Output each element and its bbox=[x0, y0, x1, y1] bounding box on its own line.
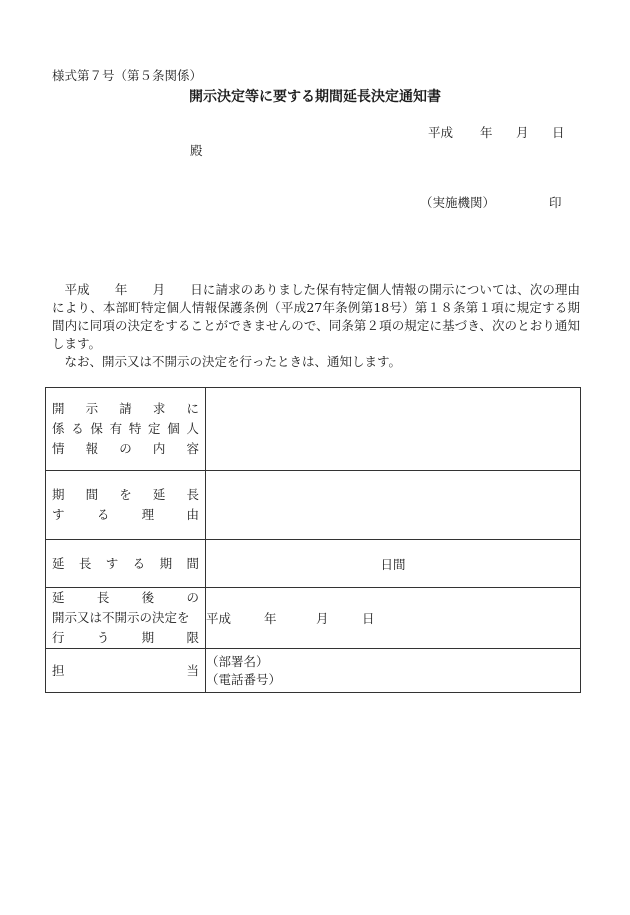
notice-body bbox=[52, 281, 580, 371]
table-row-decision-deadline bbox=[46, 588, 581, 649]
value-contact[interactable] bbox=[206, 649, 581, 693]
value-extension-reason[interactable] bbox=[206, 471, 581, 540]
label-line: 開 示 請 求 に bbox=[52, 401, 199, 416]
table-row-request-content bbox=[46, 388, 581, 471]
deadline-month: 月 bbox=[316, 611, 329, 626]
label-line: 係 る 保 有 特 定 個 人 bbox=[52, 421, 199, 436]
date-month: 月 bbox=[516, 125, 529, 140]
table-row-extension-reason bbox=[46, 471, 581, 540]
label-line: 開示又は不開示の決定を bbox=[52, 610, 190, 625]
deadline-day: 日 bbox=[362, 611, 375, 626]
issuing-agency: （実施機関） bbox=[420, 195, 496, 210]
issue-date bbox=[428, 123, 565, 141]
table-row-extension-period bbox=[46, 540, 581, 588]
label-contact bbox=[46, 649, 206, 693]
label-line: 延 長 す る 期 間 bbox=[52, 555, 199, 571]
addressee-suffix: 殿 bbox=[190, 143, 203, 158]
table-row-contact bbox=[46, 649, 581, 693]
deadline-year: 年 bbox=[264, 611, 277, 626]
label-line: 担 当 bbox=[52, 662, 199, 678]
label-line: 期 間 を 延 長 bbox=[52, 487, 199, 502]
label-decision-deadline bbox=[46, 588, 206, 649]
label-extension-reason bbox=[46, 471, 206, 540]
label-line: す る 理 由 bbox=[52, 507, 199, 522]
days-unit: 日間 bbox=[380, 556, 406, 572]
value-request-content[interactable] bbox=[206, 388, 581, 471]
date-day: 日 bbox=[552, 125, 565, 140]
contact-department: （部署名） bbox=[206, 653, 269, 669]
date-era: 平成 bbox=[428, 125, 454, 140]
notice-table bbox=[45, 387, 581, 693]
contact-phone: （電話番号） bbox=[206, 671, 282, 687]
date-year: 年 bbox=[480, 125, 493, 140]
notice-paragraph-2: なお、開示又は不開示の決定を行ったときは、通知します。 bbox=[64, 354, 402, 369]
deadline-era: 平成 bbox=[206, 611, 232, 626]
label-request-content bbox=[46, 388, 206, 471]
seal-mark: 印 bbox=[549, 195, 562, 210]
label-line: 延 長 後 の bbox=[52, 590, 199, 605]
form-number: 様式第７号（第５条関係） bbox=[52, 68, 203, 83]
label-extension-period bbox=[46, 540, 206, 588]
notice-paragraph-1: 平成 年 月 日に請求のありました保有特定個人情報の開示については、次の理由により、本部町特定個人情報保護条例（平成27年条例第18号）第１８条第１項に規定する期間内に同項の決定をすることができませんので、同条第２項の規定に基づき、次のとおり通知します。 bbox=[52, 282, 580, 351]
label-line: 情 報 の 内 容 bbox=[52, 441, 199, 456]
value-extension-days[interactable] bbox=[206, 540, 581, 588]
label-line: 行 う 期 限 bbox=[52, 630, 199, 645]
document-title: 開示決定等に要する期間延長決定通知書 bbox=[189, 89, 441, 105]
value-decision-deadline[interactable] bbox=[206, 588, 581, 649]
